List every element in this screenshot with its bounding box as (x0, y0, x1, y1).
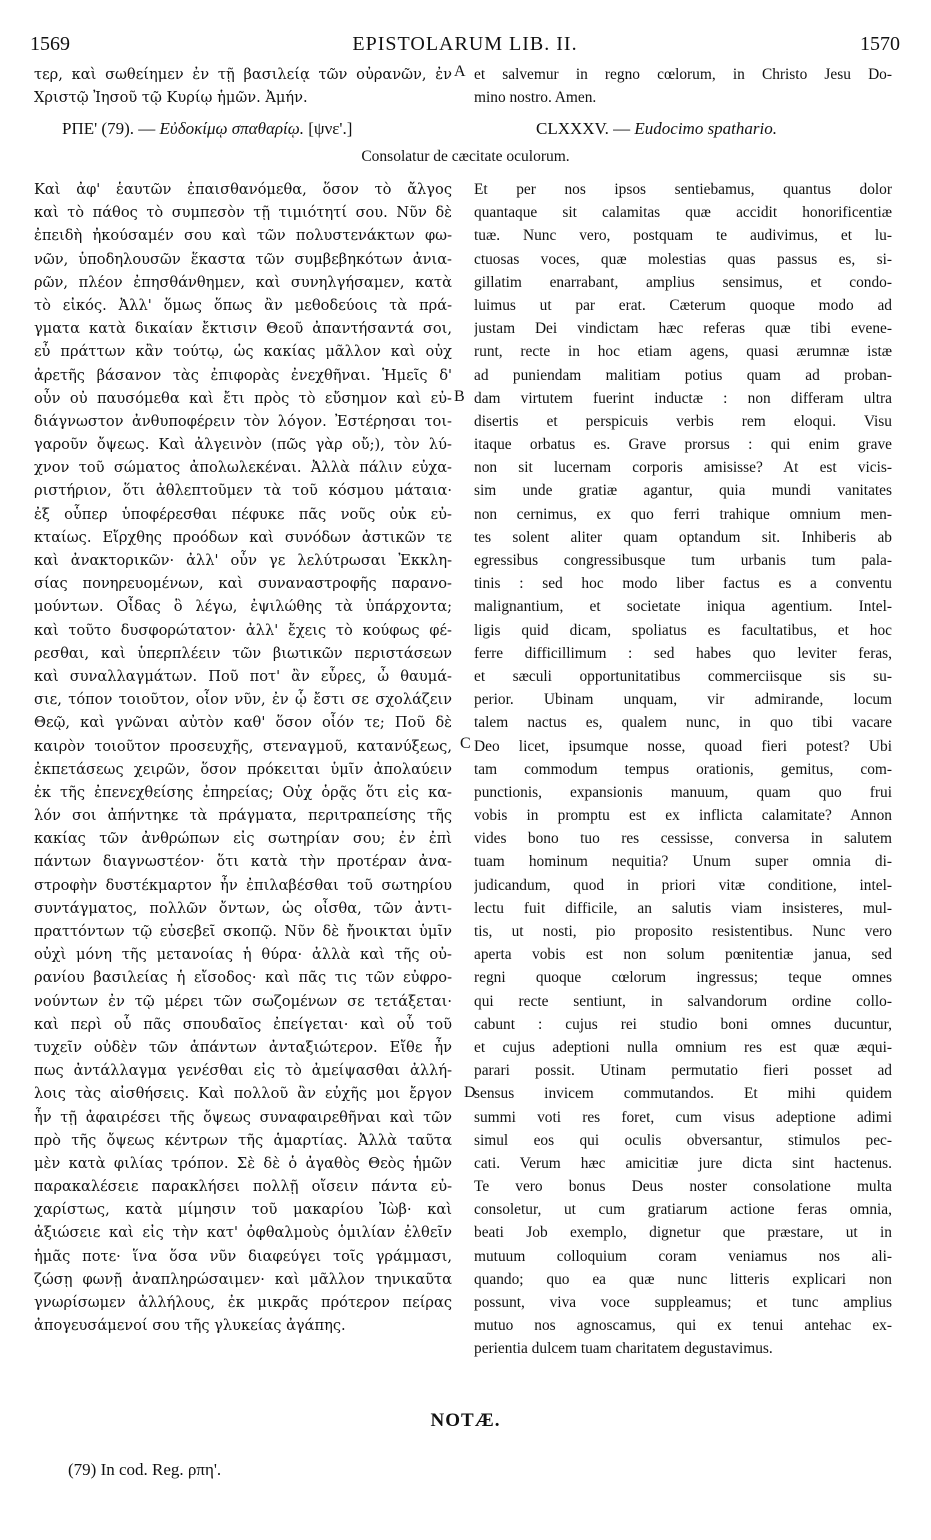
latin-body-line: ad puniendam malitiam potius quam ad proban- (474, 366, 892, 384)
latin-body-line: itaque orbatus es. Grave prorsus : qui enim grave (474, 436, 892, 454)
latin-body-line: gillatim enarrabant, amplius sensimus, et condo- (474, 273, 892, 291)
greek-title-name: Εὐδοκίμῳ σπαθαρίῳ. (159, 119, 305, 138)
latin-body-line: perior. Ubinam unquam, vir admirande, locum (474, 691, 892, 709)
latin-body-line: dam virtutem fuerint inductæ : non differam ultra (474, 389, 892, 407)
latin-body-line: tes solent aliter quam optandum sit. Inhiberis ab (474, 528, 892, 546)
greek-body-line: μούντων. Οἶδας ὃ λέγω, ἐψιλώθης τὰ ὑπάρχοντα; (34, 598, 452, 616)
latin-body-line: simul eos qui oculis obversantur, stimulos pec- (474, 1131, 892, 1149)
greek-body-line: συντάγματος, πολλῶν ὄντων, ὡς οἶσθα, τῶν ἀντι- (34, 899, 452, 917)
latin-body-line: punctionis, expansionis manuum, quam quo frui (474, 783, 892, 801)
greek-body-line: Θεῷ, καὶ γνῶναι αὐτὸν καθ' ὅσον οἷόν τε; Ποῦ δὲ (34, 714, 452, 732)
latin-letter-title (536, 119, 777, 139)
greek-body-line: εὖ πράττων κἂν τούτῳ, ὡς κακίας μᾶλλον καὶ οὐχ (34, 343, 452, 361)
greek-body-line: καὶ τοῦτο δυσφορώτατον· ἀλλ' ἔχεις τὸ κούφως φέ- (34, 621, 452, 639)
latin-body-line: mutuo nos agnoscamus, qui ex tenui antehac ex- (474, 1317, 892, 1335)
greek-body-line: ριστήριον, ὅτι ἀθλεπτοῦμεν τὰ τοῦ κόσμου μάταια· (34, 482, 452, 500)
latin-body-line: luimus ut par erat. Cæterum quoque modo ad (474, 296, 892, 314)
latin-body-line: sim unde gratiæ agantur, quia mundi vanitates (474, 482, 892, 500)
latin-body-line: aperta vobis est non solum pœnitentiæ janua, sed (474, 946, 892, 964)
latin-body-line: non cernimus, ex quo ferri trahique omnium men- (474, 505, 892, 523)
latin-body-line: malignantium, et societate iniqua agentium. Intel- (474, 598, 892, 616)
latin-body-line: egressibus congressibusque tum urbanis tum pala- (474, 552, 892, 569)
latin-body-line: lectu fuit difficile, an salutis viam insisteres, mul- (474, 899, 892, 917)
latin-intro-line: et salvemur in regno cœlorum, in Christo Jesu Do- (474, 66, 892, 83)
greek-body-line: χνον τοῦ σώματος ἀπολωλεκέναι. Ἀλλὰ πάλιν εὐχα- (34, 459, 452, 477)
greek-body-line: ἀπογευσάμενοί σου τῆς γλυκείας ἀγάπης. (34, 1317, 346, 1335)
latin-intro (474, 63, 892, 109)
latin-body-line: vides bono tuo res cessisse, conversa in salutem (474, 830, 892, 848)
greek-body-line: ἐξ οὗπερ ὑποφέρεσθαι πέφυκε πᾶς νοῦς οὐκ εὐ- (34, 505, 452, 523)
latin-body-line: ferre difficillimum : sed habes quo leviter feras, (474, 644, 892, 662)
latin-body-line: Te vero bonus Deus noster consolatione multa (474, 1178, 892, 1196)
latin-body-line: beati Job exemplo, dignetur que præstare, ut in (474, 1224, 892, 1242)
greek-intro-line: Χριστῷ Ἰησοῦ τῷ Κυρίῳ ἡμῶν. Ἀμήν. (34, 89, 308, 107)
latin-body-line: cati. Verum hæc amicitiæ jure dicta sint hactenus. (474, 1154, 892, 1172)
latin-body-line: Et per nos ipsos sentiebamus, quantus dolor (474, 181, 892, 198)
margin-letter-b: B (454, 388, 465, 405)
page-number-right: 1570 (860, 33, 900, 55)
greek-body-line: κταίως. Εἴρχθης προόδων καὶ συνόδων ἀστικῶν τε (34, 528, 452, 546)
greek-body-line: στροφὴν δυστέκμαρτον ἦν ἐπιλαβέσθαι τοῦ σωτηρίου (34, 876, 452, 894)
latin-body-line: disertis et perspicuis verbis rem eloqui. Visu (474, 412, 892, 430)
latin-body-line: cabunt : cujus rei studio boni omnes ducuntur, (474, 1015, 892, 1033)
greek-body-line: πρὸ τῆς ὄψεως κέντρων τῆς ἁμαρτίας. Ἀλλὰ ταῦτα (34, 1131, 452, 1149)
greek-body-line: πως ἀντάλλαγμα γενέσθαι εἰς τὸ ἀμείψασθαι ἀλλή- (34, 1062, 452, 1080)
latin-body-line: Deo licet, ipsumque nosse, quoad fieri potest? Ubi (474, 737, 892, 755)
latin-body-line: non sit lucernam corporis amisisse? At est vicis- (474, 459, 892, 477)
greek-body (34, 178, 452, 1337)
greek-body-line: νούντων ἐν τῷ μέρει τῶν σωζομένων σε τετάξεται· (34, 992, 452, 1010)
latin-body-line: tuam hominum nequitia? Unum super omnia di- (474, 853, 892, 871)
greek-body-line: ἡμᾶς ποτε· ἵνα ὅσα νῦν διαφεύγει τοῖς γράμμασι, (34, 1247, 452, 1265)
notes-heading: NOTÆ. (430, 1410, 501, 1431)
greek-body-line: ζώσῃ φωνῇ ἀναπληρώσαιμεν· καὶ μᾶλλον τηνικαῦτα (34, 1270, 452, 1288)
latin-title-name: Eudocimo spathario. (634, 119, 777, 138)
greek-body-line: κακίας τῶν ἀνθρώπων εἰς σωτηρίαν σου; ἐν ἐπὶ (34, 830, 452, 848)
running-title: EPISTOLARUM LIB. II. (352, 33, 578, 55)
latin-body-line: runt, recte in hoc etiam agens, quasi ærumnæ istæ (474, 343, 892, 361)
greek-body-line: παρακαλέσειε παρακλήσει πολλῇ οἴσειν πάντα εὐ- (34, 1178, 452, 1196)
greek-title-extra: [ψνε'.] (308, 119, 353, 138)
latin-body-line: ligis quid dicam, spoliatus es facultatibus, et hoc (474, 621, 892, 639)
latin-body-line: tam commodum tempus orationis, gemitus, com- (474, 760, 892, 778)
margin-letter-d: D (464, 1084, 476, 1101)
margin-letter-a: A (454, 63, 466, 80)
latin-body-line: possunt, viva voce suppleamus; et tunc amplius (474, 1294, 892, 1311)
latin-body-line: et sæculi opportunitatibus commerciisque sis su- (474, 667, 892, 685)
greek-letter-title (62, 119, 352, 139)
greek-intro (34, 63, 452, 109)
latin-body-line: tuæ. Nunc vero, postquam te audivimus, et lu- (474, 227, 892, 245)
latin-body-line: sensus invicem commutandos. Et mihi quidem (474, 1085, 892, 1103)
greek-body-line: χαρίστως, κατὰ μίμησιν τοῦ μακαρίου Ἰὼβ· καὶ (34, 1201, 452, 1219)
greek-body-line: ἀξιώσειε καὶ εἰς τὴν κατ' ὀφθαλμοὺς ὁμιλίαν ἐλθεῖν (34, 1224, 452, 1242)
greek-body-line: καὶ τὸ πάθος τὸ συμπεσὸν τῇ τιμιότητί σου. Νῦν δὲ (34, 204, 452, 222)
greek-body-line: ἦν τῇ ἀφαιρέσει τῆς ὄψεως συναφαιρεθῆναι καὶ τῶν (34, 1108, 452, 1126)
latin-body-line: regni quoque cœlorum ingressus; teque omnes (474, 969, 892, 987)
greek-body-line: καὶ περὶ οὗ πᾶς σπουδαῖος ἐπείγεται· καὶ οὗ τοῦ (34, 1015, 452, 1033)
latin-body-line: quando; quo ea quæ nunc litteris explicari non (474, 1270, 892, 1288)
latin-body-line: summi voti res foret, cum visus adeptione adimi (474, 1108, 892, 1126)
page-number-left: 1569 (30, 33, 70, 55)
greek-body-line: ἐπειδὴ ἠκούσαμέν σου καὶ τῶν πολυστενάκτων φω- (34, 227, 452, 245)
latin-body-line: perientia dulcem tuam charitatem degustavimus. (474, 1340, 773, 1358)
greek-intro-line: τερ, καὶ σωθείημεν ἐν τῇ βασιλείᾳ τῶν οὐρανῶν, ἐν (34, 66, 452, 83)
latin-body (474, 178, 892, 1361)
greek-body-line: σίας πονηρευομένων, καὶ συναναστροφῆς παρανο- (34, 575, 452, 593)
latin-body-line: ctuosas voces, quæ molestias quas passus es, si- (474, 250, 892, 268)
latin-body-line: qui recte sentiunt, in salvandorum ordine collo- (474, 992, 892, 1010)
page-header (30, 33, 900, 63)
latin-body-line: consoletur, ut cum gratiarum actione feras omnia, (474, 1201, 892, 1219)
latin-body-line: quantaque sit calamitas quæ accidit honorificentiæ (474, 204, 892, 222)
margin-letter-c: C (460, 735, 471, 752)
latin-body-line: justam Dei vindictam hæc referas quæ tibi evene- (474, 320, 892, 338)
latin-body-line: parari possit. Utinam permutatio fieri posset ad (474, 1062, 892, 1080)
latin-body-line: tinis : sed hoc modo liber factus es a conventu (474, 575, 892, 593)
greek-body-line: καὶ συναλλαγμάτων. Ποῦ ποτ' ἂν εὗρες, ὦ θαυμά- (34, 667, 452, 685)
greek-body-line: τὸ εἰκός. Ἀλλ' ὅμως ὅπως ἂν μεθοδεύοις τὰ πρά- (34, 296, 452, 314)
greek-body-line: νῶν, ὑποδηλουσῶν ἕκαστα τῶν συμβεβηκότων ἀνια- (34, 250, 452, 268)
latin-body-line: mutuum colloquium coram veniamus nos ali- (474, 1247, 892, 1265)
footnote: (79) In cod. Reg. ρπη'. (68, 1460, 222, 1479)
greek-body-line: τυχεῖν οὐδὲν τῶν ἁπάντων ἀνταξιώτερον. Εἴθε ἦν (34, 1038, 452, 1056)
latin-body-line: vobis in promptu est ex inflicta calamitate? Annon (474, 807, 892, 825)
greek-body-line: σιε, τόπον τοιοῦτον, οἷον νῦν, ἐν ᾧ ἔστι σε σχολάζειν (34, 691, 452, 709)
latin-body-line: et cujus adeptioni nulla omnium res est quæ æqui- (474, 1038, 892, 1056)
greek-body-line: γαροῦν ὄψεως. Καὶ ἀλγεινὸν (πῶς γὰρ οὔ;), τὸν λύ- (34, 436, 452, 454)
greek-body-line: Καὶ ἀφ' ἑαυτῶν ἐπαισθανόμεθα, ὅσον τὸ ἄλγος (34, 181, 452, 198)
greek-body-line: γνωρίσωμεν ἀλλήλους, ἐκ μικρᾶς πρότερον πείρας (34, 1294, 452, 1311)
greek-body-line: ἐκ τῆς ἐπενεχθείσης ἐπηρείας; Οὐχ ὁρᾷς ὅτι εἰς κα- (34, 783, 452, 801)
greek-body-line: οὖν οὐ παυσόμεθα καὶ ἔτι πρὸς τὸ εὔσημον καὶ εὐ- (34, 389, 452, 407)
letter-subtitle: Consolatur de cæcitate oculorum. (361, 148, 570, 165)
greek-body-line: ἐκπετάσεως χειρῶν, ὅσον πρόκειται ὑμῖν ἀπολαύειν (34, 760, 452, 778)
greek-body-line: ρανίου βασιλείας ἡ εἴσοδος· καὶ πᾶς τις τῶν εὐφρο- (34, 969, 452, 987)
greek-body-line: ρεσθαι, καὶ ὑπερπλέειν τῶν βιωτικῶν περιστάσεων (34, 644, 452, 662)
greek-body-line: λόν σοι ἀπήντηκε τὰ πράγματα, περιτραπείσης τῆς (34, 807, 452, 825)
latin-body-line: judicandum, quod in priori vitæ conditione, intel- (474, 876, 892, 894)
greek-body-line: πάντων διαγνωστέον· ὅτι κατὰ τὴν προτέραν ἀνα- (34, 853, 452, 871)
latin-intro-line: mino nostro. Amen. (474, 89, 597, 107)
greek-body-line: οὐχὶ μόνη τῆς μετανοίας ἡ θύρα· ἀλλὰ καὶ τῆς οὐ- (34, 946, 452, 964)
greek-body-line: καὶ ἀνακτορικῶν· ἀλλ' οὖν γε λελύτρωσαι Ἐκκλη- (34, 552, 452, 569)
greek-body-line: μὲν κατὰ φιλίας τρόπον. Σὲ δὲ ὁ ἀγαθὸς Θεὸς ἡμῶν (34, 1154, 452, 1172)
latin-title-number: CLXXXV. — (536, 119, 631, 138)
greek-body-line: ἀρετῆς βάσανον τὰς ἐπιφορὰς ἐνεχθῆναι. Ἡμεῖς δ' (34, 366, 452, 384)
greek-body-line: ρῶν, πλέον ἐπησθάνθημεν, καὶ συνηλγήσαμεν, κατὰ (34, 273, 452, 291)
greek-body-line: γματα κατὰ δικαίαν ἔκτισιν Θεοῦ ἀπαντήσαντά σοι, (34, 320, 452, 338)
greek-title-number: ΡΠΕ' (79). — (62, 119, 156, 138)
latin-body-line: tis, ut nosti, pio proposito resistentibus. Nunc vero (474, 923, 892, 940)
greek-body-line: καιρὸν τοιοῦτον προσευχῆς, στεναγμοῦ, κατανύξεως, (34, 737, 452, 755)
greek-body-line: διάγνωστον ἀνθυποφέρειν τὸν λόγον. Ἐστέρησαι τοι- (34, 412, 452, 430)
latin-body-line: talem nactus es, qualem nunc, in quo tibi vacare (474, 714, 892, 732)
greek-body-line: λοις τὰς αἰσθήσεις. Καὶ πολλοῦ ἂν εὐχῆς μοι ἔργον (34, 1085, 452, 1103)
greek-body-line: πραττόντων τῷ εὐσεβεῖ σκοπῷ. Νῦν δὲ ἤνοικται ὑμῖν (34, 923, 452, 940)
